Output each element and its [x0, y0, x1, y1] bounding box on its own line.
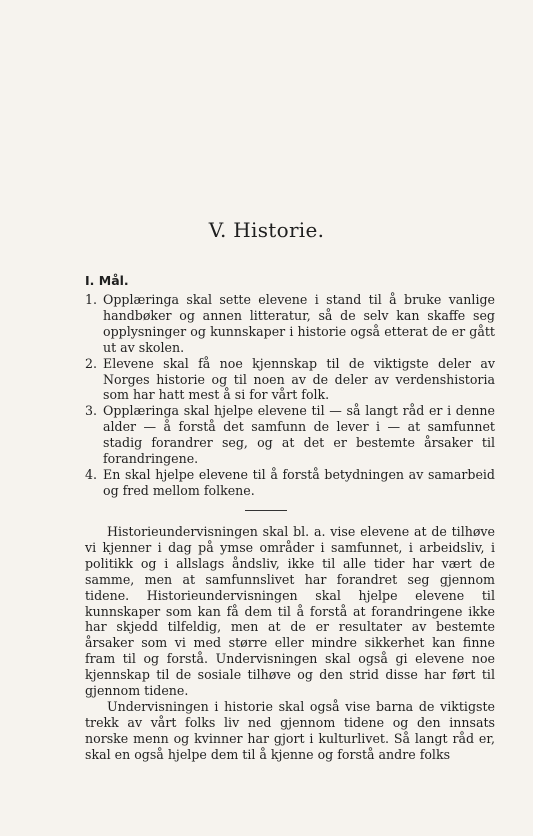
- section-heading: I. Mål.: [85, 273, 129, 288]
- paragraph: Undervisningen i historie skal også vise barna de viktigste trekk av vårt folks liv ned gjennom tidene og den innsats norske menn og kvinner har gjort i kulturlivet. Så langt råd er, skal en også hjelpe dem til å kjenne og forstå andre folks: [85, 698, 495, 762]
- goal-number: 4.: [85, 466, 98, 482]
- paragraph: Historieundervisningen skal bl. a. vise elevene at de tilhøve vi kjenner i dag på ymse områder i samfunnet, i arbeidsliv, i politikk og i allslags åndsliv, ikke til alle tider har vært de samme, men at samfunnslivet har forandret seg gjennom tidene. Historieundervisningen skal hjelpe elevene til kunnskaper som kan få dem til å forstå at forandringene ikke har skjedd tilfeldig, men at de er resultater av bestemte årsaker som vi med større eller mindre sikkerhet kan finne fram til og forstå. Undervisningen skal også gi elevene noe kjennskap til de sosiale tilhøve og den strid disse har ført til gjennom tidene.: [85, 524, 495, 699]
- goal-item: [85, 467, 495, 499]
- goals-list: [85, 292, 495, 499]
- body-text: [85, 524, 495, 763]
- goal-number: 3.: [85, 403, 98, 419]
- goal-number: 2.: [85, 355, 98, 371]
- section-divider: [245, 510, 287, 511]
- goal-number: 1.: [85, 292, 98, 307]
- goal-text: Opplæringa skal sette elevene i stand til å bruke vanlige handbøker og annen litteratur, så de selv kan skaffe seg opplysninger og kunnskaper i historie også etterat de er gått ut av skolen.: [103, 292, 495, 355]
- goal-text: Elevene skal få noe kjennskap til de viktigste deler av Norges historie og til noen av de deler av verdenshistoria som har hatt mest å si for vårt folk.: [103, 355, 495, 403]
- goal-item: [85, 403, 495, 467]
- chapter-title: V. Historie.: [208, 218, 325, 242]
- goal-item: [85, 356, 495, 404]
- goal-item: [85, 292, 495, 356]
- goal-text: Opplæringa skal hjelpe elevene til — så langt råd er i denne alder — å forstå det samfunn de lever i — at samfunnet stadig forandrer seg, og at det er bestemte årsaker til forandringene.: [103, 403, 495, 467]
- goal-text: En skal hjelpe elevene til å forstå betydningen av samarbeid og fred mellom folkene.: [103, 466, 495, 498]
